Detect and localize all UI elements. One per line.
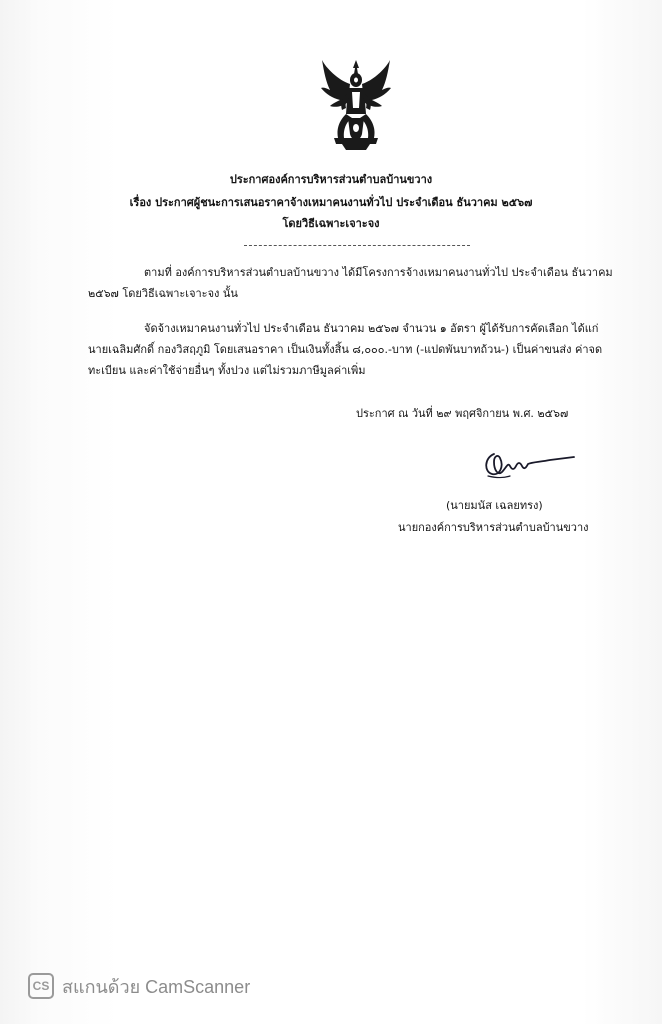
paragraph-1-line-1: ตามที่ องค์การบริหารส่วนตำบลบ้านขวาง ได้มีโครงการจ้างเหมาคนงานทั่วไป ประจำเดือน ธันวาคม — [144, 266, 613, 279]
announcement-method: โดยวิธีเฉพาะเจาะจง — [282, 217, 380, 230]
signer-title: นายกองค์การบริหารส่วนตำบลบ้านขวาง — [398, 521, 589, 534]
paragraph-2 — [88, 318, 603, 381]
paragraph-1-line-2: ๒๕๖๗ โดยวิธีเฉพาะเจาะจง นั้น — [88, 287, 238, 300]
paragraph-2-line-1: จัดจ้างเหมาคนงานทั่วไป ประจำเดือน ธันวาคม ๒๕๖๗ จำนวน ๑ อัตรา ผู้ได้รับการคัดเลือก ได้แก่ — [144, 322, 599, 335]
handwritten-signature-icon — [480, 448, 576, 484]
paragraph-2-line-3: ทะเบียน และค่าใช้จ่ายอื่นๆ ทั้งปวง แต่ไม่รวมภาษีมูลค่าเพิ่ม — [88, 364, 366, 377]
camscanner-watermark — [28, 972, 250, 1000]
signer-name: (นายมนัส เฉลยทรง) — [446, 499, 543, 512]
paragraph-1 — [88, 262, 613, 304]
paragraph-2-line-2: นายเฉลิมศักดิ์ กองวิสฤภูมิ โดยเสนอราคา เป็นเงินทั้งสิ้น ๘,๐๐๐.-บาท (-แปดพันบาทถ้วน-) เป็นค่าขนส่ง ค่าจด — [88, 343, 603, 356]
announcement-title: ประกาศองค์การบริหารส่วนตำบลบ้านขวาง — [229, 173, 433, 186]
camscanner-logo-icon: CS — [28, 973, 54, 999]
divider — [244, 245, 470, 246]
announcement-date: ประกาศ ณ วันที่ ๒๙ พฤศจิกายน พ.ศ. ๒๕๖๗ — [356, 407, 569, 420]
announcement-subject: เรื่อง ประกาศผู้ชนะการเสนอราคาจ้างเหมาคนงานทั่วไป ประจำเดือน ธันวาคม ๒๕๖๗ — [129, 196, 533, 209]
garuda-emblem-icon — [318, 58, 394, 152]
watermark-text: สแกนด้วย CamScanner — [62, 976, 251, 997]
